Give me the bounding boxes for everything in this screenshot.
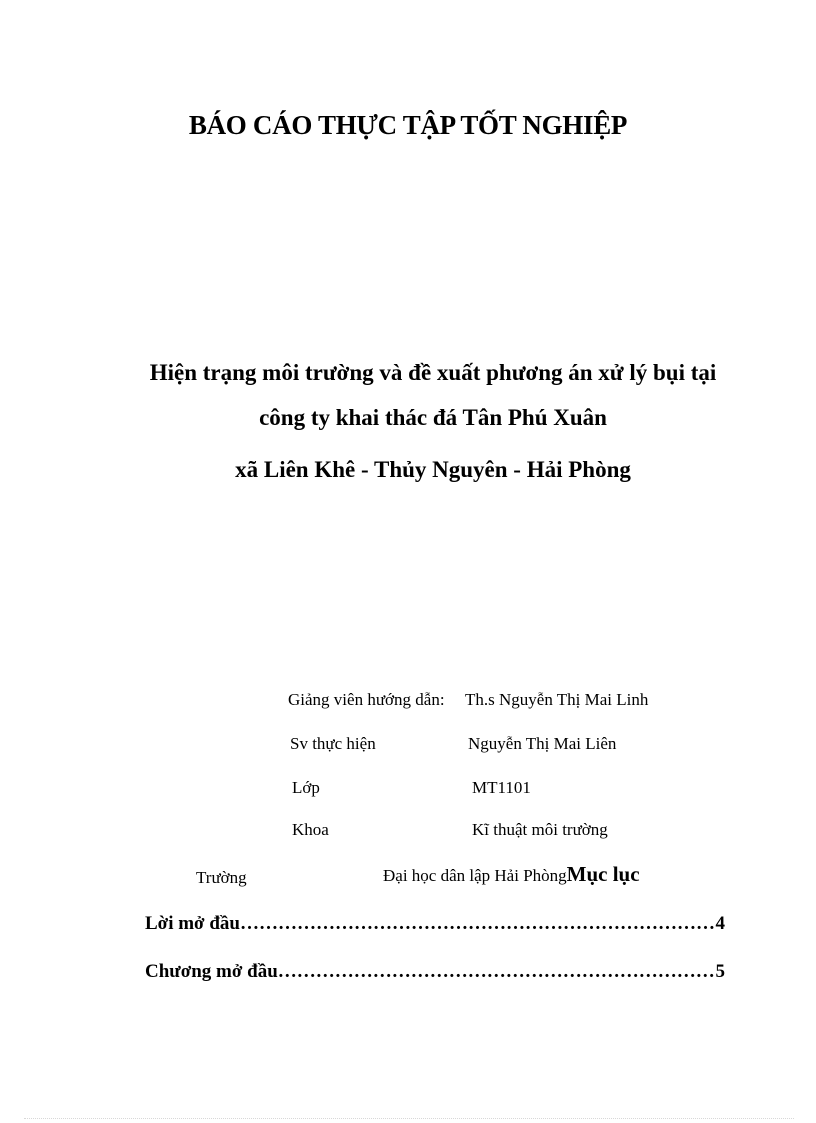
toc-leader-dots [240, 913, 716, 935]
school-value: Đại học dân lập Hải Phòng [383, 866, 567, 885]
faculty-label: Khoa [292, 820, 329, 839]
toc-leader-dots [278, 961, 716, 983]
toc-entry-title: Chương mở đầu [145, 961, 278, 982]
page-divider [24, 1118, 794, 1119]
student-value: Nguyễn Thị Mai Liên [468, 734, 617, 753]
student-label: Sv thực hiện [290, 734, 376, 753]
topic-line-2: công ty khai thác đá Tân Phú Xuân [259, 405, 607, 430]
school-label: Trường [196, 868, 247, 887]
toc-heading: Mục lục [566, 862, 640, 886]
school-row [383, 862, 640, 887]
supervisor-value: Th.s Nguyễn Thị Mai Linh [465, 690, 649, 709]
toc-entry-title: Lời mở đầu [145, 913, 240, 934]
class-label: Lớp [292, 778, 320, 797]
supervisor-label: Giảng viên hướng dẫn: [288, 690, 445, 709]
class-value: MT1101 [472, 778, 531, 797]
toc-entry-page: 4 [715, 913, 725, 934]
toc-entry-page: 5 [715, 961, 725, 982]
report-title: BÁO CÁO THỰC TẬP TỐT NGHIỆP [188, 110, 628, 140]
topic-line-1: Hiện trạng môi trường và đề xuất phương án xử lý bụi tại [149, 360, 717, 385]
faculty-value: Kĩ thuật môi trường [472, 820, 608, 839]
toc-entry[interactable] [145, 913, 725, 935]
toc-entry[interactable] [145, 961, 725, 983]
topic-line-3: xã Liên Khê - Thủy Nguyên - Hải Phòng [235, 457, 631, 482]
